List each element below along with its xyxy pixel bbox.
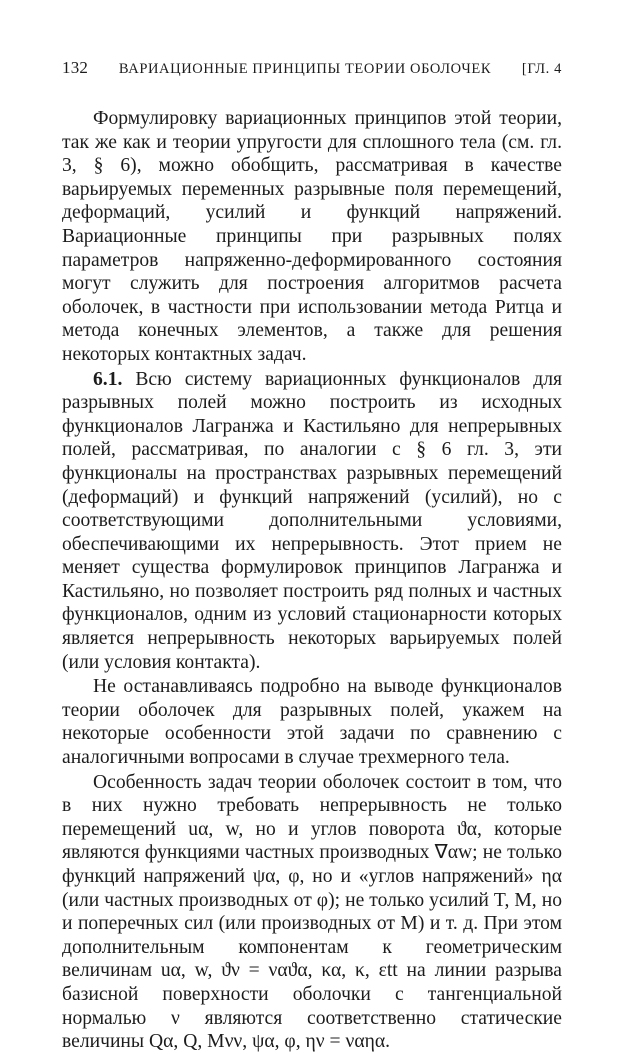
book-page bbox=[62, 58, 562, 1054]
paragraph: 6.1. Всю систему вариационных функционалов для разрывных полей можно построить из исходных функционалов Лагранжа и Кастильяно для непрерывных полей, рассматривая, по аналогии с § 6 гл. 3, эти функционалы на пространствах разрывных перемещений (деформаций) и функций напряжений (усилий), но с соответствующими дополнительными условиями, обеспечивающими их непрерывность. Этот прием не меняет существа формулировок принципов Лагранжа и Кастильяно, но позволяет построить ряд полных и частных функционалов, одним из условий стационарности которых является непрерывность некоторых варьируемых полей (или условия контакта). bbox=[62, 368, 562, 673]
paragraph: Не останавливаясь подробно на выводе функционалов теории оболочек для разрывных полей, укажем на некоторые особенности этой задачи по сравнению с аналогичными вопросами в случае трехмерного тела. bbox=[62, 676, 562, 769]
body-text bbox=[62, 107, 562, 1054]
paragraph: Формулировку вариационных принципов этой теории, так же как и теории упругости для сплошного тела (см. гл. 3, § 6), можно обобщить, рассматривая в качестве варьируемых переменных разрывные поля перемещений, деформаций, усилий и функций напряжений. Вариационные принципы при разрывных полях параметров напряженно-деформированного состояния могут служить для построения алгоритмов расчета оболочек, в частности при использовании метода Ритца и метода конечных элементов, а также для решения некоторых контактных задач. bbox=[62, 108, 562, 365]
running-title: ВАРИАЦИОННЫЕ ПРИНЦИПЫ ТЕОРИИ ОБОЛОЧЕК bbox=[118, 61, 492, 77]
page-number: 132 bbox=[62, 58, 89, 77]
section-number: 6.1. bbox=[93, 368, 123, 390]
running-header bbox=[62, 58, 562, 78]
chapter-reference: [ГЛ. 4 bbox=[521, 61, 562, 77]
paragraph: Особенность задач теории оболочек состоит в том, что в них нужно требовать непрерывность не только перемещений uα, w, но и углов поворота ϑα, которые являются функциями частных производных ∇αw; не только функций напряжений ψα, φ, но и «углов напряжений» ηα (или частных производных от φ); не только усилий T, M, но и поперечных сил (или производных от M) и т. д. При этом дополнительным компонентам к геометрическим величинам uα, w, ϑν = ναϑα, κα, κ, εtt на линии разрыва базисной поверхности оболочки с тангенциальной нормалью ν являются соответственно статические величины Qα, Q, Mνν, ψα, φ, ην = ναηα. bbox=[62, 771, 562, 1053]
